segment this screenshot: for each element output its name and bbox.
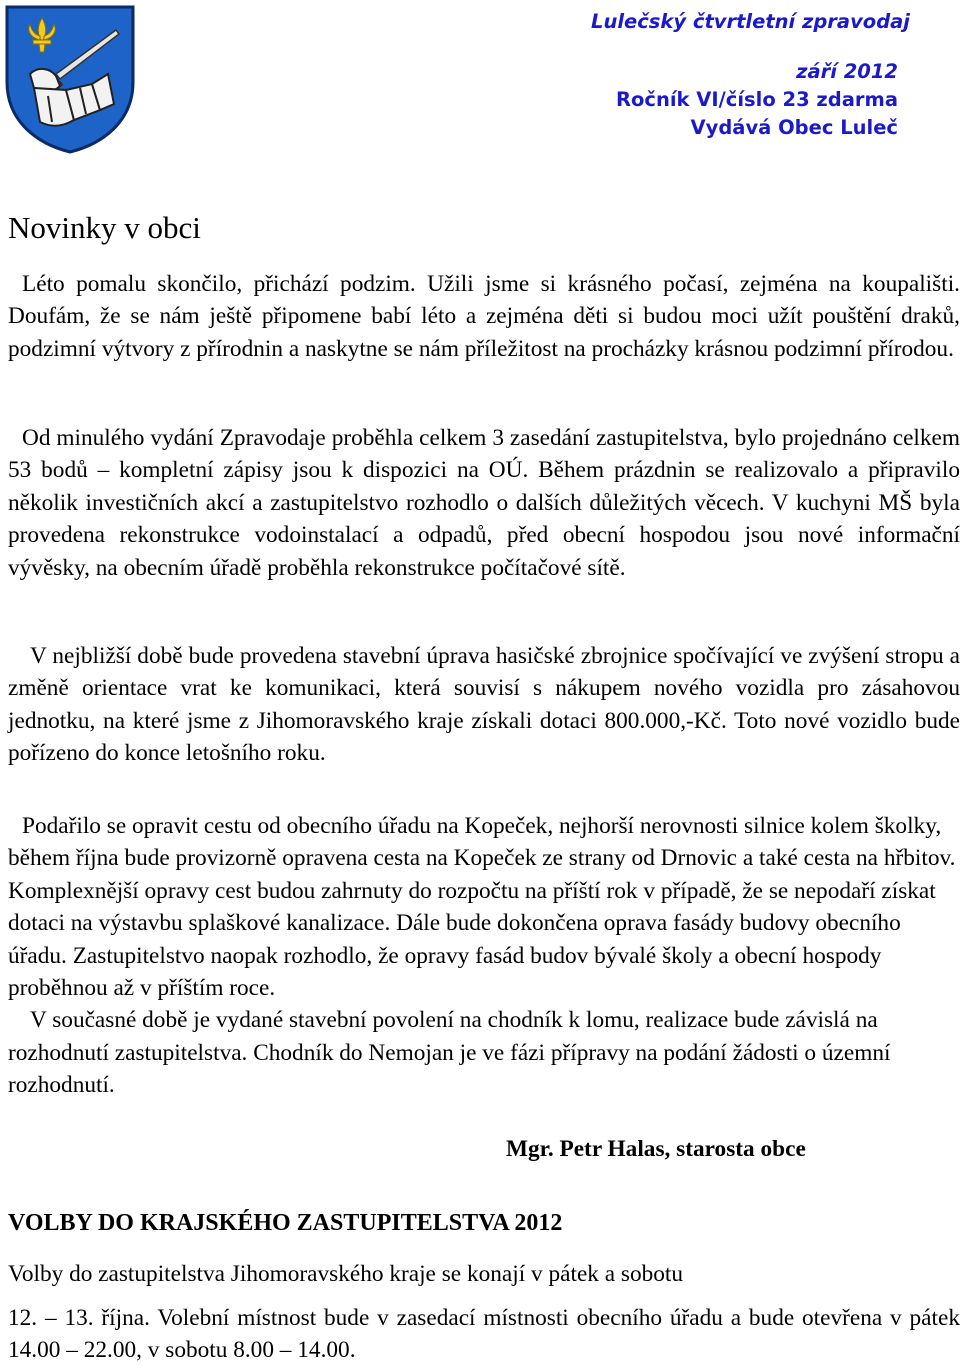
paragraph-fire-station-text: V nejbližší době bude provedena stavební úprava hasičské zbrojnice spočívající ve zvýšení stropu a změně orientace vrat ke komunikaci, která souvisí s nákupem nového vozidla pro zásahovou jednotku, na které jsme z Jihomoravského kraje získali dotaci 800.000,-Kč. Toto nové vozidlo bude pořízeno do konce letošního roku. bbox=[8, 643, 960, 767]
paragraph-roads-text: Podařilo se opravit cestu od obecního úřadu na Kopeček, nejhorší nerovnosti silnice kolem školky, během října bude provizorně opravena cesta na Kopeček ze strany od Drnovic a také cesta na hřbitov. Komplexnější opravy cest budou zahrnuty do rozpočtu na příští rok v případě, že se nepodaří získat dotaci na výstavbu splaškové kanalizace. Dále bude dokončena oprava fasády budovy obecního úřadu. Zastupitelstvo naopak rozhodlo, že opravy fasád budov bývalé školy a obecní hospody proběhnou až v příštím roce. bbox=[8, 813, 956, 1002]
section-heading-news: Novinky v obci bbox=[8, 210, 201, 245]
elections-details: 12. – 13. října. Volební místnost bude v zasedací místnosti obecního úřadu a bude otevřena v pátek 14.00 – 22.00, v sobotu 8.00 – 14.00. bbox=[8, 1305, 960, 1364]
paragraph-council bbox=[8, 422, 960, 584]
paragraph-autumn bbox=[8, 268, 960, 365]
section-heading-elections: VOLBY DO KRAJSKÉHO ZASTUPITELSTVA 2012 bbox=[8, 1210, 563, 1236]
paragraph-fire-station bbox=[8, 640, 960, 770]
issue-number: Ročník VI/číslo 23 zdarma bbox=[616, 88, 898, 111]
newsletter-title: Lulečský čtvrtletní zpravodaj bbox=[591, 10, 910, 33]
masthead bbox=[591, 8, 910, 142]
paragraph-roads bbox=[8, 810, 960, 1102]
paragraph-council-text: Od minulého vydání Zpravodaje proběhla celkem 3 zasedání zastupitelstva, bylo projednáno celkem 53 bodů – kompletní zápisy jsou k dispozici na OÚ. Během prázdnin se realizovalo a připravilo několik investičních akcí a zastupitelstvo rozhodlo o dalších důležitých věcech. V kuchyni MŠ byla provedena rekonstrukce vodoinstalací a odpadů, před obecní hospodou jsou nové informační vývěsky, na obecním úřadě proběhla rekonstrukce počítačové sítě. bbox=[8, 425, 960, 581]
paragraph-sidewalk-text: V současné době je vydané stavební povolení na chodník k lomu, realizace bude závislá na rozhodnutí zastupitelstva. Chodník do Nemojan je ve fázi přípravy na podání žádosti o územní rozhodnutí. bbox=[8, 1007, 891, 1099]
paragraph-autumn-text: Léto pomalu skončilo, přichází podzim. Užili jsme si krásného počasí, zejména na koupališti. Doufám, že se nám ještě připomene babí léto a zejména děti si budou moci užít pouštění draků, podzimní výtvory z přírodnin a naskytne se nám příležitost na procházky krásnou podzimní přírodou. bbox=[8, 271, 960, 362]
publisher: Vydává Obec Luleč bbox=[690, 116, 898, 139]
signature: Mgr. Petr Halas, starosta obce bbox=[506, 1136, 806, 1162]
coat-of-arms bbox=[4, 4, 136, 154]
coat-of-arms-shield-icon bbox=[4, 4, 136, 154]
elections-intro: Volby do zastupitelstva Jihomoravského kraje se konají v pátek a sobotu bbox=[8, 1261, 684, 1287]
issue-date: září 2012 bbox=[796, 60, 898, 83]
